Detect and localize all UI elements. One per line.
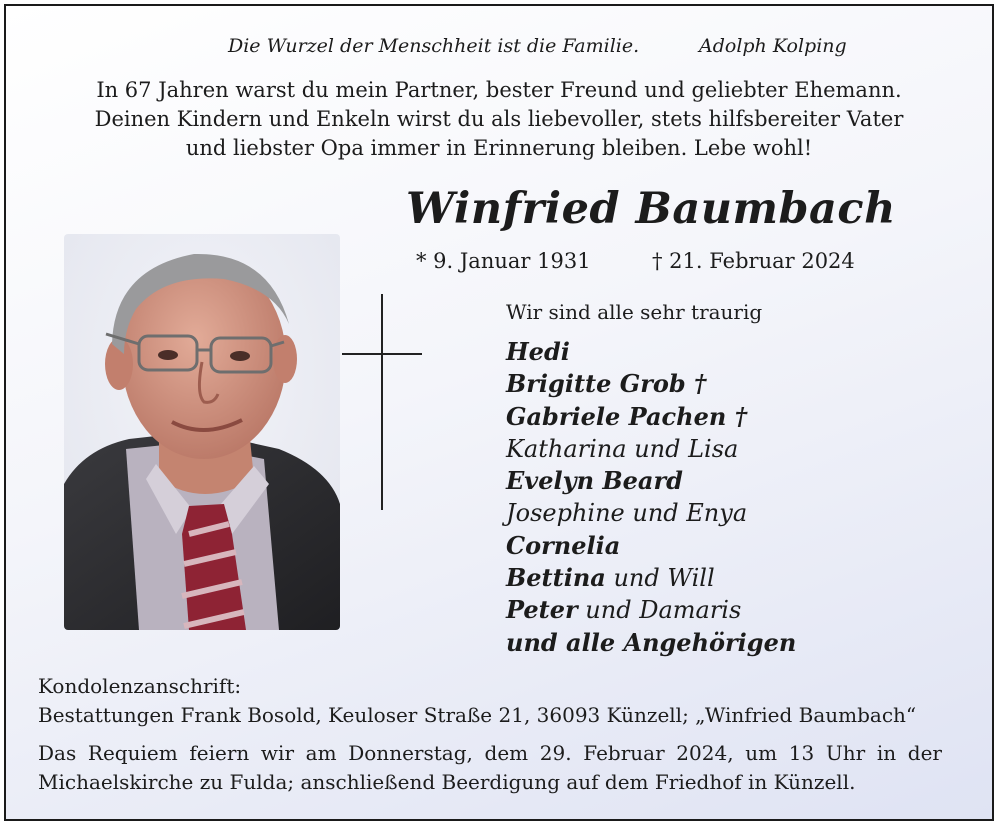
intro-line: In 67 Jahren warst du mein Partner, bester Freund und geliebter Ehemann. [96,78,902,102]
mourner-name-bold: Peter [506,595,578,625]
condolence-address: Bestattungen Frank Bosold, Keuloser Straße 21, 36093 Künzell; „Winfried Baumbach“ [38,703,917,727]
mourner-name [506,562,796,594]
mourner-name: Cornelia [506,530,621,560]
death-date: † 21. Februar 2024 [652,249,855,273]
mourner-name-rest: und Damaris [577,596,742,625]
cross-vertical-bar [381,294,383,510]
quote-author: Adolph Kolping [699,35,847,57]
mourner-name: Josephine und Enya [506,499,748,528]
intro-text [6,76,992,163]
intro-line: und liebster Opa immer in Erinnerung bleiben. Lebe wohl! [185,136,813,160]
mourner-name: Gabriele Pachen † [506,401,748,431]
mourners-intro: Wir sind alle sehr traurig [506,300,763,324]
mourner-name: Katharina und Lisa [506,434,739,463]
birth-date: * 9. Januar 1931 [416,249,591,273]
mourner-name [506,594,796,626]
mourner-name: Evelyn Beard [506,466,683,496]
mourner-name: und alle Angehörigen [506,627,797,657]
cross-horizontal-bar [342,353,422,355]
intro-line: Deinen Kindern und Enkeln wirst du als liebevoller, stets hilfsbereiter Vater [94,107,904,131]
requiem-info: Das Requiem feiern wir am Donnerstag, dem 29. Februar 2024, um 13 Uhr in der Michaelskirche zu Fulda; anschließend Beerdigung auf dem Friedhof in Künzell. [38,741,942,794]
mourner-name-rest: und Will [605,564,715,593]
mourners-list [506,336,796,659]
quote-text: Die Wurzel der Menschheit ist die Familie. [228,35,640,57]
condolence-label: Kondolenzanschrift: [38,674,242,698]
mourner-name: Hedi [506,337,570,366]
mourner-name: Brigitte Grob † [506,369,707,399]
obituary-notice [4,4,994,821]
deceased-name: Winfried Baumbach [406,184,896,234]
mourner-name-bold: Bettina [506,563,606,593]
portrait-photo [64,234,340,630]
